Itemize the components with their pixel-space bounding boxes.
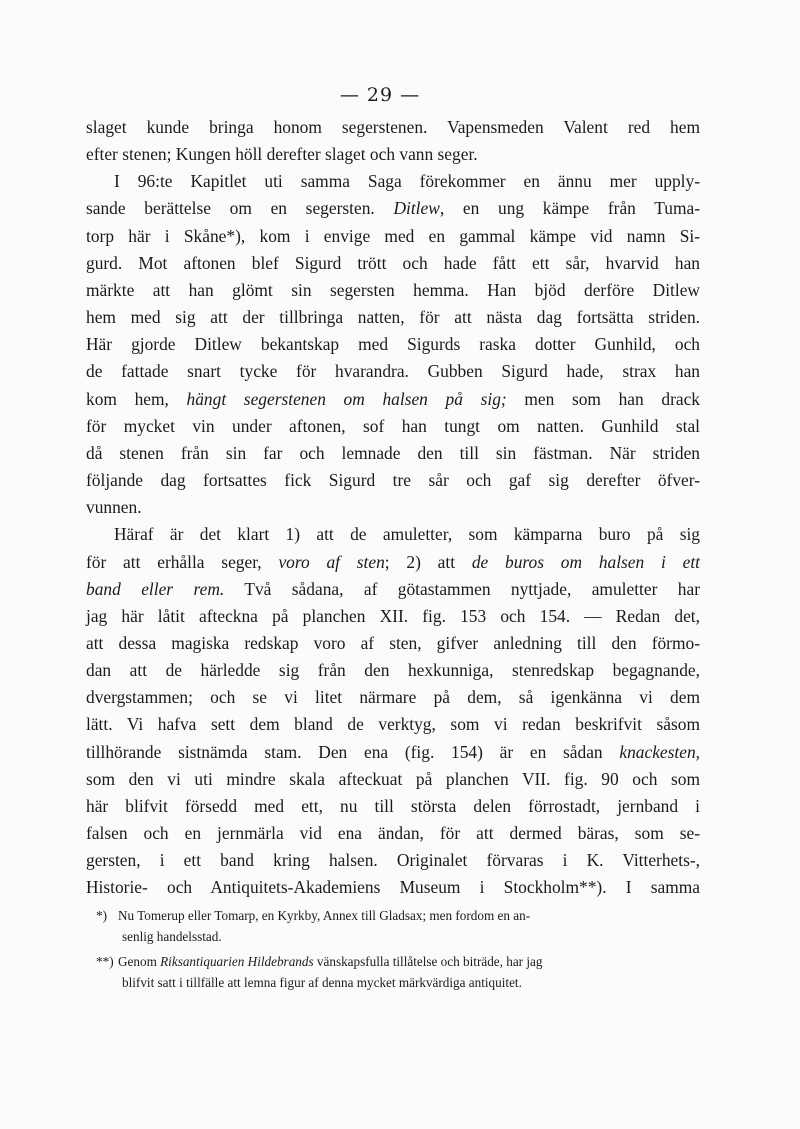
footnote-text: blifvit satt i tillfälle att lemna figur af denna mycket märkvärdiga antiquitet.	[122, 975, 522, 990]
italic-phrase: Ditlew	[393, 198, 440, 219]
text-line: Häraf är det klart 1) att de amuletter, som kämparna buro på sig	[114, 524, 700, 545]
text-line: som den vi uti mindre skala afteckuat på planchen VII. fig. 90 och som	[86, 768, 700, 789]
text-line: Här gjorde Ditlew bekantskap med Sigurds raska dotter Gunhild, och	[86, 334, 700, 355]
text-line: här blifvit försedd med ett, nu till största delen förrostadt, jernband i	[86, 795, 700, 816]
text-line: märkte att han glömt sin segersten hemma. Han bjöd derföre Ditlew	[86, 279, 700, 300]
text-line: då stenen från sin far och lemnade den till sin fästman. När striden	[86, 442, 700, 463]
text-line: torp här i Skåne*), kom i envige med en gammal kämpe vid namn Si-	[86, 225, 700, 246]
footnotes	[96, 905, 696, 997]
text-line-with-italic: för att erhålla seger, voro af sten; 2) att de buros om halsen i ett	[86, 551, 700, 572]
page-number: — 29 —	[339, 84, 421, 106]
italic-phrase: hängt segerstenen om halsen på sig;	[186, 388, 507, 409]
text-line: lätt. Vi hafva sett dem bland de verktyg, som vi redan beskrifvit såsom	[86, 714, 700, 735]
text-line: de fattade snart tycke för hvarandra. Gubben Sigurd hade, strax han	[86, 361, 700, 382]
text-line-with-italic: kom hem, hängt segerstenen om halsen på sig; men som han drack	[86, 388, 700, 409]
footnote-1	[96, 905, 696, 947]
text-line: efter stenen; Kungen höll derefter slaget och vann seger.	[86, 144, 478, 165]
footnote-text: senlig handelsstad.	[122, 929, 222, 944]
text-line-with-italic: tillhörande sistnämda stam. Den ena (fig. 154) är en sådan knackesten,	[86, 741, 700, 762]
text-line: följande dag fortsattes fick Sigurd tre sår och gaf sig derefter öfver-	[86, 470, 700, 491]
text-line: gurd. Mot aftonen blef Sigurd trött och hade fått ett sår, hvarvid han	[86, 252, 700, 273]
footnote-2	[96, 951, 696, 993]
text-line: för mycket vin under aftonen, sof han tungt om natten. Gunhild stal	[86, 415, 700, 436]
footnote-italic-text: Riksantiquarien Hildebrands	[160, 954, 314, 969]
text-line: Historie- och Antiquitets-Akademiens Museum i Stockholm**). I samma	[86, 877, 700, 898]
body-text	[86, 114, 700, 902]
text-line: gersten, i ett band kring halsen. Originalet förvaras i K. Vitterhets-,	[86, 850, 700, 871]
italic-phrase: voro af sten	[278, 551, 385, 572]
text-line: I 96:te Kapitlet uti samma Saga förekommer en ännu mer upply-	[114, 171, 700, 192]
text-line: falsen och en jernmärla vid ena ändan, för att dermed bäras, som se-	[86, 823, 700, 844]
footnote-mark: *)	[96, 908, 107, 923]
footnote-text: vänskapsfulla tillåtelse och biträde, har jag	[313, 954, 543, 969]
italic-phrase: knackesten,	[619, 741, 700, 762]
footnote-mark: **)	[96, 954, 114, 969]
footnote-text: Nu Tomerup eller Tomarp, en Kyrkby, Annex till Gladsax; men fordom en an-	[118, 908, 531, 923]
text-line-with-italic: band eller rem. Två sådana, af götastammen nyttjade, amuletter har	[86, 578, 701, 599]
text-line-with-italic: sande berättelse om en segersten. Ditlew, en ung kämpe från Tuma-	[86, 198, 700, 219]
text-line: vunnen.	[86, 497, 142, 518]
text-line: slaget kunde bringa honom segerstenen. Vapensmeden Valent red hem	[86, 117, 700, 137]
text-line: dan att de härledde sig från den hexkunniga, stenredskap begagnande,	[86, 660, 700, 681]
text-line: att dessa magiska redskap voro af sten, gifver anledning till den förmo-	[86, 632, 700, 653]
italic-phrase: band eller rem.	[86, 578, 225, 599]
text-line: hem med sig att der tillbringa natten, för att nästa dag fortsätta striden.	[86, 307, 700, 328]
italic-phrase: de buros om halsen i ett	[471, 551, 700, 572]
text-line: dvergstammen; och se vi litet närmare på dem, så igenkänna vi dem	[86, 687, 700, 708]
footnote-text: Genom	[118, 954, 161, 969]
text-line: jag här låtit afteckna på planchen XII. fig. 153 och 154. — Redan det,	[86, 605, 700, 626]
